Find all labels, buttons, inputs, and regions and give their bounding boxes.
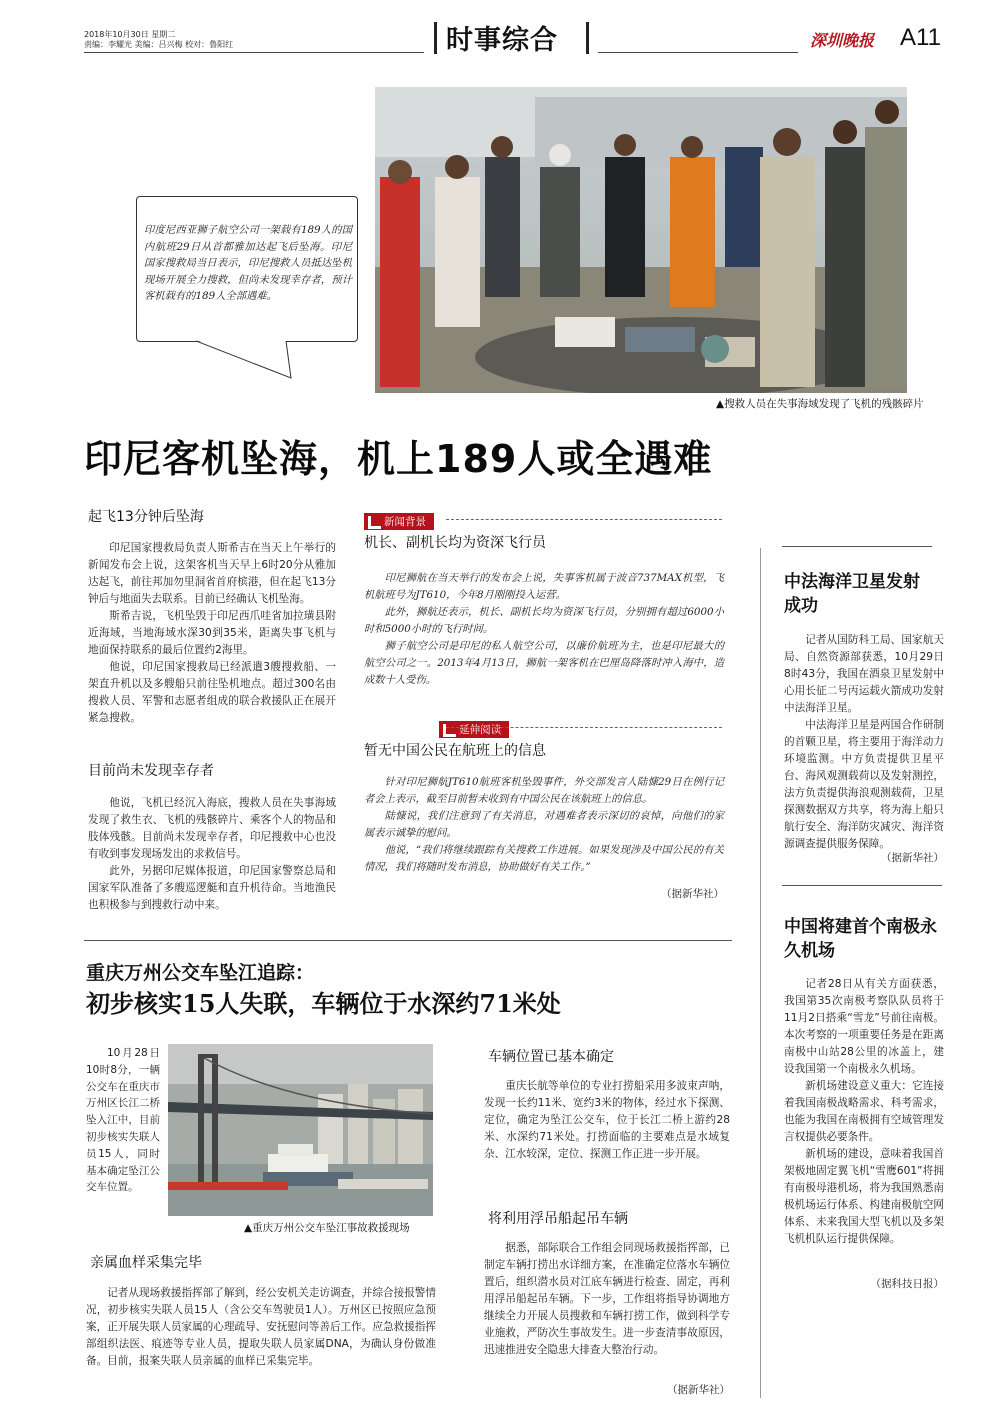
- page-number: A11: [900, 24, 941, 51]
- news-background-tag: 新闻背景: [364, 513, 434, 530]
- bus-body-3: [484, 1240, 730, 1359]
- bus-para: 据悉，部际联合工作组会同现场救援指挥部，已制定车辆打捞出水详细方案，在准确定位落水车辆位置后，组织潜水员对江底车辆进行检查、固定，再利用浮吊船起吊车辆。下一步，工作组将指导协调地方继续全力开展人员搜救和车辆打捞工作，做到科学专业施救，严防次生事故发生。进一步查清事故原因，迅速推进安全隐患大排查大整治行动。: [484, 1242, 730, 1356]
- main-headline: 印尼客机坠海，机上189人或全遇难: [84, 437, 713, 481]
- brief-title-antarctic: 中国将建首个南极永久机场: [784, 917, 937, 961]
- mid-body-1: [364, 570, 724, 689]
- bus-body-2: [484, 1078, 730, 1163]
- left-subhead-2: 目前尚未发现幸存者: [88, 763, 214, 779]
- crash-debris-photo: [375, 87, 907, 393]
- mid-para: 此外，狮航还表示，机长、副机长均为资深飞行员，分别拥有超过6000小时和5000小时的飞行时间。: [364, 606, 724, 635]
- header-rule-right: [598, 52, 798, 53]
- bus-para: 重庆长航等单位的专业打捞船采用多波束声呐，发现一长约11米、宽约3米的物体，经过水下探测、定位，确定为坠江公交车，位于长江二桥上游约28米、水深约71米处。打捞面临的主要难点是水域复杂、江水较深，定位、探测工作正进一步开展。: [484, 1080, 730, 1160]
- mid-para: 狮子航空公司是印尼的私人航空公司，以廉价航班为主，也是印尼最大的航空公司之一。2013年4月13日，狮航一架客机在巴厘岛降落时冲入海中，造成数十人受伤。: [364, 640, 724, 686]
- bus-lede: [86, 1045, 160, 1196]
- brand-logo: 深圳晚报: [810, 31, 875, 50]
- brief-para: 新机场建设意义重大：它连接着我国南极战略需求、科考需求，也能为我国在南极拥有空域管理发言权提供必要条件。: [784, 1080, 944, 1143]
- brief-para: 记者28日从有关方面获悉，我国第35次南极考察队队员将于11月2日搭乘“雪龙”号前往南极。本次考察的一项重要任务是在距离南极中山站28公里的冰盖上，建设我国第一个南极永久机场。: [784, 978, 944, 1075]
- right-rule-top: [782, 546, 932, 547]
- bus-story-rule: [84, 940, 732, 941]
- left-para: 斯希吉说，飞机坠毁于印尼西爪哇省加拉璜县附近海域，当地海域水深30到35米，距离失事飞机与地面保持联系的最后位置约2海里。: [88, 610, 336, 656]
- tag-dashed-rule-1: [446, 519, 722, 520]
- mid-para: 印尼狮航在当天举行的发布会上说，失事客机属于波音737MAX机型，飞机航班号为JT610，今年8月刚刚投入运营。: [364, 572, 724, 601]
- bus-subhead-1: 亲属血样采集完毕: [90, 1255, 202, 1271]
- header-rule-left: [84, 52, 424, 53]
- tag-dashed-rule-2: [446, 727, 722, 728]
- bus-body-1: [86, 1285, 436, 1370]
- crash-debris-photo-art: [375, 87, 907, 393]
- section-bar-left: [434, 22, 437, 54]
- section-bar-right: [586, 22, 589, 54]
- bus-rescue-photo-art: [168, 1044, 433, 1216]
- summary-bubble-text: 印度尼西亚狮子航空公司一架载有189人的国内航班29日从首都雅加达起飞后坠海。印尼国家搜救局当日表示，印尼搜救人员抵达坠机现场开展全力搜救，但尚未发现幸存者，预计客机载有的189人全部遇难。: [144, 224, 352, 302]
- left-para: 此外，另据印尼媒体报道，印尼国家警察总局和国家军队准备了多艘巡逻艇和直升机待命。当地渔民也积极参与到搜救行动中来。: [88, 865, 336, 911]
- brief-para: 记者从国防科工局、国家航天局、自然资源部获悉，10月29日8时43分，我国在酒泉卫星发射中心用长征二号丙运载火箭成功发射中法海洋卫星。: [784, 634, 944, 714]
- right-rule-mid: [782, 885, 942, 886]
- brief-source-antarctic: （据科技日报）: [870, 1278, 944, 1290]
- left-body-1: [88, 540, 336, 727]
- left-para: 印尼国家搜救局负责人斯希吉在当天上午举行的新闻发布会上说，这架客机当天早上6时20分从雅加达起飞，前往邦加勿里洞省首府槟港，但在起飞13分钟后与地面失去联系。目前已经确认飞机坠海。: [88, 542, 336, 605]
- bus-source: （据新华社）: [667, 1384, 730, 1396]
- mid-para: 他说，“我们将继续跟踪有关搜救工作进展。如果发现涉及中国公民的有关情况，我们将随时发布消息，协助做好有关工作。”: [364, 844, 724, 873]
- mid-subhead-1: 机长、副机长均为资深飞行员: [364, 535, 546, 551]
- top-photo-caption: ▲搜救人员在失事海域发现了飞机的残骸碎片: [716, 398, 924, 410]
- mid-subhead-2: 暂无中国公民在航班上的信息: [364, 743, 546, 759]
- section-title: 时事综合: [446, 25, 558, 56]
- mid-body-2: [364, 774, 724, 876]
- bus-headline: 初步核实15人失联，车辆位于水深约71米处: [86, 989, 561, 1018]
- mid-para: 针对印尼狮航JT610航班客机坠毁事件，外交部发言人陆慷29日在例行记者会上表示，截至目前暂未收到有中国公民在该航班上的信息。: [364, 776, 724, 805]
- mid-para: 陆慷说，我们注意到了有关消息，对遇难者表示深切的哀悼，向他们的家属表示诚挚的慰问。: [364, 810, 724, 839]
- bus-kicker: 重庆万州公交车坠江追踪：: [86, 962, 315, 984]
- date-line: 2018年10月30日 星期二: [84, 30, 176, 39]
- bus-lede-para: 10月28日10时8分，一辆公交车在重庆市万州区长江二桥坠入江中，目前初步核实失联人员15人，同时基本确定坠江公交车位置。: [86, 1047, 160, 1194]
- brief-title-satellite: 中法海洋卫星发射成功: [784, 572, 920, 616]
- brief-para: 中法海洋卫星是两国合作研制的首颗卫星，将主要用于海洋动力环境监测。中方负责提供卫星平台、海风观测载荷以及发射测控，法方负责提供海浪观测载荷，卫星探测数据双方共享，将为海上船只航行安全、海洋防灾减灾、海洋资源调查提供服务保障。: [784, 719, 944, 850]
- bus-subhead-3: 将利用浮吊船起吊车辆: [488, 1211, 628, 1227]
- brief-source-satellite: （据新华社）: [881, 852, 944, 864]
- right-column-divider: [760, 548, 761, 1398]
- left-para: 他说，飞机已经沉入海底，搜救人员在失事海域发现了救生衣、飞机的残骸碎片、乘客个人的物品和肢体残骸。目前尚未发现幸存者，印尼搜救中心也没有收到事发现场发出的求救信号。: [88, 797, 336, 860]
- mid-source: （据新华社）: [661, 888, 724, 900]
- bus-subhead-2: 车辆位置已基本确定: [488, 1049, 614, 1065]
- brief-body-antarctic: [784, 976, 944, 1248]
- bus-photo-caption: ▲重庆万州公交车坠江事故救援现场: [244, 1222, 410, 1234]
- bubble-tail: [196, 340, 296, 380]
- brief-body-satellite: [784, 632, 944, 853]
- brief-para: 新机场的建设，意味着我国首架极地固定翼飞机“雪鹰601”将拥有南极母港机场，将为我国熟悉南极机场运行体系、构建南极航空网体系、未来我国大型飞机以及多架飞机机队运行提供保障。: [784, 1148, 944, 1245]
- left-subhead-1: 起飞13分钟后坠海: [88, 509, 204, 525]
- left-body-2: [88, 795, 336, 914]
- editors-line: 责编：李耀光 美编：吕兴梅 校对：鲁阳红: [84, 40, 234, 49]
- left-para: 他说，印尼国家搜救局已经派遣3艘搜救船、一架直升机以及多艘船只前往坠机地点。超过300名由搜救人员、军警和志愿者组成的联合救援队正在展开紧急搜救。: [88, 661, 336, 724]
- bus-rescue-photo: [168, 1044, 433, 1216]
- extended-reading-tag: 延伸阅读: [439, 721, 509, 738]
- bus-para: 记者从现场救援指挥部了解到，经公安机关走访调查，并综合接报警情况，初步核实失联人员15人（含公交车驾驶员1人）。万州区已按照应急预案，正开展失联人员家属的心理疏导、安抚慰问等善后工作。应急救援指挥部组织法医、痕迹等专业人员，提取失联人员家属DNA，为确认身份做准备。目前，报案失联人员亲属的血样已采集完毕。: [86, 1287, 436, 1367]
